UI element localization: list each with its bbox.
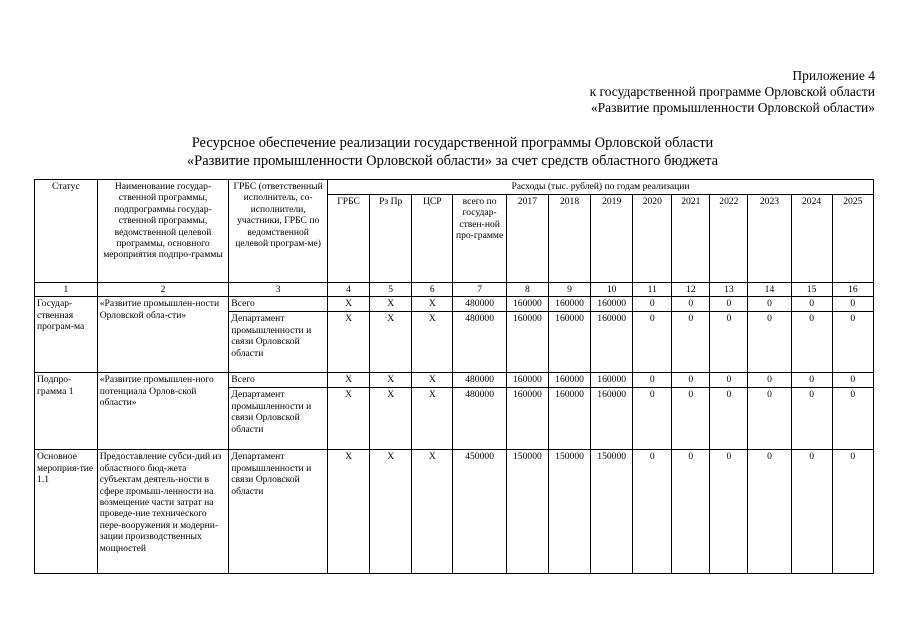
value-cell: 480000 — [453, 312, 506, 373]
value-cell: Х — [327, 312, 369, 373]
column-number: 7 — [453, 283, 506, 297]
value-cell: 160000 — [548, 373, 590, 388]
header-grbs: ГРБС (ответственный исполнитель, со-исполнители, участники, ГРБС по ведомственной целевой програм-ме) — [229, 180, 328, 283]
name-cell: «Развитие промышлен-ности Орловской обла-сти» — [97, 297, 229, 373]
header-col-2021: 2021 — [672, 195, 710, 283]
value-cell: 0 — [748, 450, 791, 574]
value-cell: 0 — [791, 312, 832, 373]
document-title-line2: «Развитие промышленности Орловской области» за счет средств областного бюджета — [186, 153, 719, 169]
table-row — [35, 450, 874, 574]
value-cell: 160000 — [548, 388, 590, 450]
value-cell: Х — [327, 450, 369, 574]
column-number: 4 — [327, 283, 369, 297]
column-number: 11 — [633, 283, 672, 297]
value-cell: 160000 — [506, 388, 548, 450]
column-number: 16 — [832, 283, 873, 297]
value-cell: 0 — [791, 450, 832, 574]
resource-table — [34, 179, 874, 574]
name-cell: «Развитие промышлен-ного потенциала Орлов-ской области» — [97, 373, 229, 450]
column-number: 5 — [370, 283, 412, 297]
header-name: Наименование государ-ственной программы, подпрограммы государ-ственной программы, ведомственной целевой программы, основного мероприятия подпро-граммы — [97, 180, 229, 283]
column-number: 14 — [748, 283, 791, 297]
header-col-grbs: ГРБС — [327, 195, 369, 283]
value-cell: 0 — [633, 388, 672, 450]
value-cell: Х — [370, 388, 412, 450]
value-cell: 0 — [748, 388, 791, 450]
value-cell: Х — [412, 388, 453, 450]
value-cell: 0 — [633, 373, 672, 388]
value-cell: 0 — [710, 312, 748, 373]
appendix-number: Приложение 4 — [792, 68, 875, 83]
header-col-2025: 2025 — [832, 195, 873, 283]
column-number: 12 — [672, 283, 710, 297]
value-cell: 0 — [672, 388, 710, 450]
value-cell: 160000 — [548, 312, 590, 373]
document-title-line1: Ресурсное обеспечение реализации государственной программы Орловской области — [191, 135, 714, 151]
value-cell: 0 — [748, 373, 791, 388]
header-col-2019: 2019 — [591, 195, 633, 283]
value-cell: 0 — [791, 297, 832, 312]
value-cell: 0 — [832, 297, 873, 312]
grbs-cell: Всего — [229, 297, 328, 312]
header-expenses: Расходы (тыс. рублей) по годам реализации — [327, 180, 873, 195]
status-cell: Подпро-грамма 1 — [35, 373, 98, 450]
value-cell: Х — [412, 373, 453, 388]
value-cell: 0 — [748, 297, 791, 312]
value-cell: Х — [327, 388, 369, 450]
value-cell: 150000 — [548, 450, 590, 574]
value-cell: 0 — [748, 312, 791, 373]
value-cell: 0 — [710, 388, 748, 450]
value-cell: Х — [327, 297, 369, 312]
name-cell: Предоставление субси-дий из областного бюд-жета субъектам деятель-ности в сфере промыш-ленности на возмещение части затрат на проведе-ние технического пере-вооружения и модерни-зации производственных мощностей — [97, 450, 229, 574]
header-col-csr: ЦСР — [412, 195, 453, 283]
value-cell: Х — [370, 312, 412, 373]
value-cell: Х — [370, 450, 412, 574]
value-cell: 0 — [791, 373, 832, 388]
value-cell: 480000 — [453, 388, 506, 450]
value-cell: 0 — [832, 388, 873, 450]
value-cell: Х — [370, 373, 412, 388]
value-cell: 160000 — [591, 312, 633, 373]
column-number: 6 — [412, 283, 453, 297]
column-number: 2 — [97, 283, 229, 297]
header-col-2024: 2024 — [791, 195, 832, 283]
column-number: 15 — [791, 283, 832, 297]
appendix-header — [590, 68, 875, 116]
value-cell: 150000 — [506, 450, 548, 574]
header-col-2023: 2023 — [748, 195, 791, 283]
header-col-rzpr: Рз Пр — [370, 195, 412, 283]
column-number: 1 — [35, 283, 98, 297]
grbs-cell: Департамент промышленности и связи Орловской области — [229, 388, 328, 450]
column-number: 3 — [229, 283, 328, 297]
grbs-cell: Департамент промышленности и связи Орловской области — [229, 312, 328, 373]
header-col-2018: 2018 — [548, 195, 590, 283]
value-cell: 0 — [672, 373, 710, 388]
column-number-row — [35, 283, 874, 297]
value-cell: 0 — [633, 297, 672, 312]
value-cell: 150000 — [591, 450, 633, 574]
header-col-2022: 2022 — [710, 195, 748, 283]
value-cell: 0 — [791, 388, 832, 450]
value-cell: 0 — [832, 312, 873, 373]
header-col-2020: 2020 — [633, 195, 672, 283]
value-cell: 0 — [672, 312, 710, 373]
header-status: Статус — [35, 180, 98, 283]
value-cell: 0 — [710, 297, 748, 312]
value-cell: 160000 — [506, 297, 548, 312]
header-col-total: всего по государ-ствен-ной про-грамме — [453, 195, 506, 283]
value-cell: Х — [412, 312, 453, 373]
grbs-cell: Департамент промышленности и связи Орловской области — [229, 450, 328, 574]
value-cell: 160000 — [591, 373, 633, 388]
value-cell: 0 — [633, 450, 672, 574]
value-cell: 0 — [832, 450, 873, 574]
table-row — [35, 297, 874, 312]
value-cell: 0 — [672, 297, 710, 312]
grbs-cell: Всего — [229, 373, 328, 388]
column-number: 8 — [506, 283, 548, 297]
header-col-2017: 2017 — [506, 195, 548, 283]
value-cell: Х — [370, 297, 412, 312]
value-cell: 160000 — [591, 388, 633, 450]
value-cell: 480000 — [453, 297, 506, 312]
appendix-program: «Развитие промышленности Орловской области» — [590, 100, 875, 115]
header-row-1 — [35, 180, 874, 195]
value-cell: 160000 — [548, 297, 590, 312]
column-number: 9 — [548, 283, 590, 297]
value-cell: 160000 — [506, 373, 548, 388]
document-title — [0, 134, 905, 170]
value-cell: 0 — [633, 312, 672, 373]
value-cell: 450000 — [453, 450, 506, 574]
value-cell: 0 — [710, 373, 748, 388]
value-cell: Х — [412, 297, 453, 312]
value-cell: 160000 — [506, 312, 548, 373]
column-number: 13 — [710, 283, 748, 297]
column-number: 10 — [591, 283, 633, 297]
value-cell: 0 — [672, 450, 710, 574]
value-cell: Х — [327, 373, 369, 388]
value-cell: Х — [412, 450, 453, 574]
value-cell: 0 — [710, 450, 748, 574]
status-cell: Государ-ственная програм-ма — [35, 297, 98, 373]
value-cell: 480000 — [453, 373, 506, 388]
status-cell: Основное мероприя-тие 1.1 — [35, 450, 98, 574]
appendix-reference: к государственной программе Орловской области — [589, 84, 875, 99]
value-cell: 160000 — [591, 297, 633, 312]
value-cell: 0 — [832, 373, 873, 388]
table-row — [35, 373, 874, 388]
